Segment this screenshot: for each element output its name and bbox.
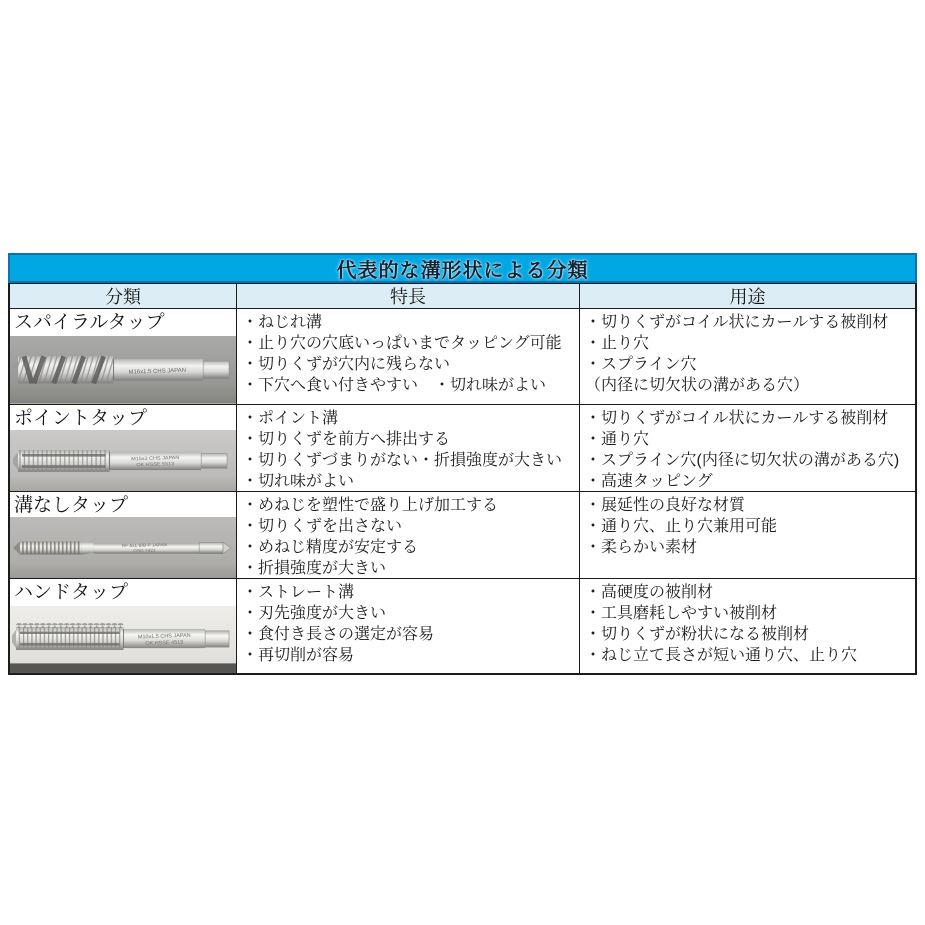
svg-text:OK HSSE 5513: OK HSSE 5513 (136, 461, 175, 469)
feature-item: ・折損強度が大きい (242, 560, 387, 577)
use-item: ・切りくずが粉状になる被削材 (585, 626, 810, 643)
row-hand-uses (580, 579, 915, 673)
row-spiral-classification (10, 309, 237, 405)
use-item: ・止り穴 (585, 335, 650, 352)
use-item: ・切りくずがコイル状にカールする被削材 (585, 410, 889, 427)
use-item: ・高速タッピング (585, 473, 713, 490)
tap-name: ハンドタップ (14, 582, 129, 603)
use-item: ・ねじ立て長さが短い通り穴、止り穴 (585, 647, 858, 664)
table-grid (8, 283, 917, 675)
column-header-classification: 分類 (10, 284, 237, 309)
feature-item: ・食付き長さの選定が容易 (242, 626, 435, 643)
feature-item: ・切れ味がよい (242, 473, 355, 490)
feature-item: ・ねじれ溝 (242, 314, 323, 331)
row-point-features (237, 405, 580, 492)
use-item: ・スプライン穴 (585, 356, 697, 373)
tap-classification-table (8, 253, 917, 675)
use-item: ・通り穴、止り穴兼用可能 (585, 518, 778, 535)
use-item: ・切りくずがコイル状にカールする被削材 (585, 314, 889, 331)
feature-item: ・ストレート溝 (242, 584, 355, 601)
row-fluteless-uses (580, 492, 915, 579)
column-header-features: 特長 (237, 284, 580, 309)
feature-item: ・めねじ精度が安定する (242, 539, 419, 556)
shank-marking: M15x2 CHS JAPAN (131, 455, 180, 463)
feature-item: ・下穴へ食い付きやすい ・切れ味がよい (242, 377, 547, 394)
shank-marking: M10x1.5 CHS JAPAN (137, 632, 191, 641)
use-item: （内径に切欠状の溝がある穴） (585, 377, 810, 394)
fluteless-tap-photo (10, 517, 236, 578)
feature-item: ・切りくずを出さない (242, 518, 403, 535)
use-item: ・高硬度の被削材 (585, 584, 714, 601)
table-title: 代表的な溝形状による分類 (8, 253, 917, 283)
tap-name: 溝なしタップ (14, 495, 129, 516)
column-header-uses: 用途 (580, 284, 915, 309)
svg-text:OK HSSE 4519: OK HSSE 4519 (145, 639, 184, 647)
use-item: ・工具磨耗しやすい被削材 (585, 605, 778, 622)
hand-tap-photo (10, 606, 236, 673)
use-item: ・スプライン穴(内径に切欠状の溝がある穴) (585, 452, 900, 469)
feature-item: ・切りくずを前方へ排出する (242, 431, 451, 448)
feature-item: ・めねじを塑性で盛り上げ加工する (242, 497, 499, 514)
tap-name: ポイントタップ (14, 408, 148, 429)
shank-marking: OSG 7421 (133, 547, 156, 554)
feature-item: ・切りくずづまりがない・折損強度が大きい (242, 452, 563, 469)
feature-item: ・切りくずが穴内に残らない (242, 356, 451, 373)
row-hand-features (237, 579, 580, 673)
row-fluteless-classification (10, 492, 237, 579)
row-point-classification (10, 405, 237, 492)
feature-item: ・再切削が容易 (242, 647, 355, 664)
row-spiral-features (237, 309, 580, 405)
feature-item: ・止り穴の穴底いっぱいまでタッピング可能 (242, 335, 562, 352)
spiral-tap-photo (10, 336, 236, 404)
tap-name: スパイラルタップ (14, 312, 165, 333)
svg-text:RF 6x1 B/B P JAPAN: RF 6x1 B/B P JAPAN (121, 542, 168, 549)
use-item: ・柔らかい素材 (585, 539, 698, 556)
shank-marking: M16x1.5 CHS JAPAN (128, 368, 187, 376)
use-item: ・展延性の良好な材質 (585, 497, 746, 514)
point-tap-photo (10, 430, 236, 491)
row-point-uses (580, 405, 915, 492)
row-hand-classification (10, 579, 237, 673)
feature-item: ・ポイント溝 (242, 410, 339, 427)
use-item: ・通り穴 (585, 431, 650, 448)
feature-item: ・刃先強度が大きい (242, 605, 387, 622)
row-spiral-uses (580, 309, 915, 405)
row-fluteless-features (237, 492, 580, 579)
